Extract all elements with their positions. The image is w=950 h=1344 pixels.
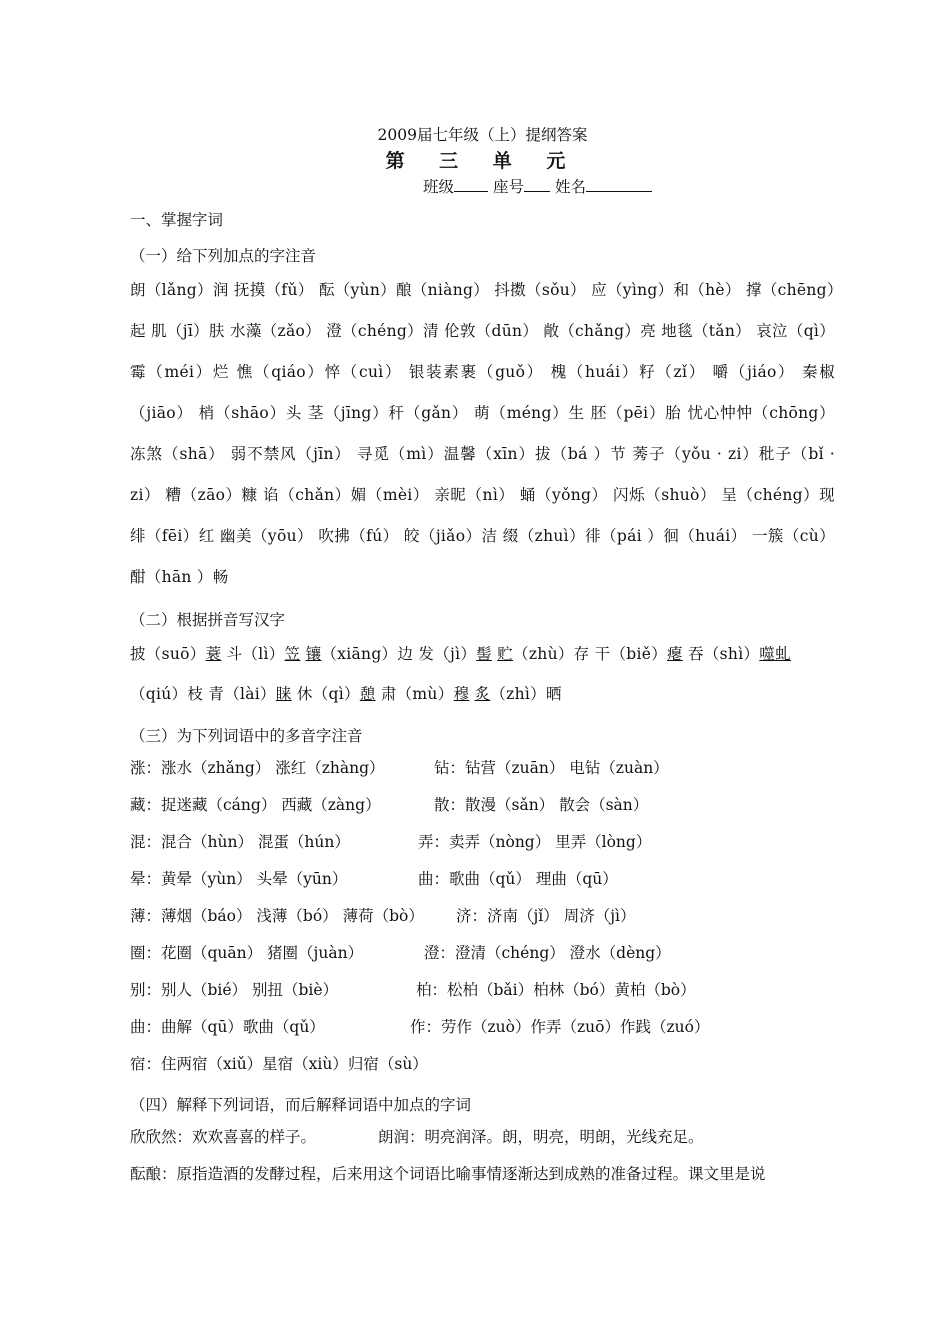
- answer-char: 憩: [359, 685, 376, 703]
- pinyin-text: （zhì）晒: [490, 685, 562, 703]
- class-blank[interactable]: [454, 177, 488, 192]
- write-characters-paragraph: [130, 634, 835, 714]
- definition-row: [130, 1119, 835, 1156]
- polyphone-left: 涨：涨水（zhǎng） 涨红（zhàng）: [130, 759, 385, 777]
- answer-char: 瘪: [667, 645, 683, 663]
- pinyin-text: （qiú）枝 青（lài）: [130, 685, 276, 703]
- polyphone-table: [130, 750, 835, 1083]
- subsection-heading-1: （一）给下列加点的字注音: [130, 247, 317, 265]
- polyphone-row: [130, 824, 835, 861]
- polyphone-row: [130, 750, 835, 787]
- pinyin-text: 斗（lì）: [221, 645, 285, 663]
- polyphone-left: 晕：黄晕（yùn） 头晕（yūn）: [130, 870, 348, 888]
- seat-label: 座号: [492, 178, 524, 196]
- polyphone-right: 柏：松柏（bǎi）柏林（bó）黄柏（bò）: [416, 981, 696, 999]
- subsection-heading-4: （四）解释下列词语，而后解释词语中加点的字词: [130, 1096, 472, 1114]
- document-title: 2009届七年级（上）提纲答案: [377, 126, 588, 144]
- pinyin-text: 肃（mù）: [375, 685, 454, 703]
- definition-yunniang: 酝酿：原指造酒的发酵过程，后来用这个词语比喻事情逐渐达到成熟的准备过程。课文里是说: [130, 1165, 766, 1183]
- definition-xinxinran: 欣欣然：欢欢喜喜的样子。: [130, 1128, 317, 1146]
- answer-char: 镶: [305, 645, 322, 663]
- answer-char: 睐: [275, 685, 292, 703]
- polyphone-right: 澄：澄清（chéng） 澄水（dèng）: [424, 944, 671, 962]
- pinyin-text: 吞（shì）: [682, 645, 760, 663]
- polyphone-right: 作：劳作（zuò）作弄（zuō）作践（zuó）: [410, 1018, 710, 1036]
- answer-char: 穆: [453, 685, 470, 703]
- subsection-heading-3: （三）为下列词语中的多音字注音: [130, 727, 363, 745]
- polyphone-left: 别：别人（bié） 别扭（biè）: [130, 981, 339, 999]
- answer-char: 笠: [284, 645, 301, 663]
- pinyin-annotation-paragraph: 朗（lǎng）润 抚摸（fǔ） 酝（yùn）酿（niàng） 抖擞（sǒu） 应（yìng）和（hè） 撑（chēng）起 肌（jī）肤 水藻（zǎo） 澄（chéng）清 伦敦（dūn） 敞（chǎng）亮 地毯（tǎn） 哀泣（qì） 霉（méi）烂 憔（qiáo）悴（cuì） 银装素裹（guǒ） 槐（huái）籽（zǐ） 嚼（jiáo） 秦椒（jiāo） 梢（shāo）头 茎（jīng）秆（gǎn） 萌（méng）生 胚（pēi）胎 忧心忡忡（chōng） 冻煞（shā） 弱不禁风（jīn） 寻觅（mì）温馨（xīn）拔（bá ）节 莠子（yǒu · zi）秕子（bǐ · zi） 糟（zāo）糠 谄（chǎn）媚（mèi） 亲昵（nì） 蛹（yǒng） 闪烁（shuò） 呈（chéng）现 绯（fēi）红 幽美（yōu） 吹拂（fú） 皎（jiǎo）洁 缀（zhuì）徘（pái ）徊（huái） 一簇（cù） 酣（hān ）畅: [130, 281, 835, 586]
- document-page: [130, 122, 835, 1193]
- name-blank[interactable]: [586, 177, 652, 192]
- polyphone-row: [130, 1046, 835, 1083]
- polyphone-left: 曲：曲解（qū）歌曲（qǔ）: [130, 1018, 325, 1036]
- polyphone-right: 曲：歌曲（qǔ） 理曲（qū）: [418, 870, 618, 888]
- answer-char: 炙: [474, 685, 491, 703]
- pinyin-text: 休（qì）: [291, 685, 360, 703]
- polyphone-row: [130, 1009, 835, 1046]
- section-heading-1: 一、掌握字词: [130, 211, 224, 229]
- polyphone-row: [130, 861, 835, 898]
- polyphone-row: [130, 787, 835, 824]
- polyphone-left: 圈：花圈（quān） 猪圈（juàn）: [130, 944, 364, 962]
- polyphone-row: [130, 898, 835, 935]
- polyphone-left: 薄：薄烟（báo） 浅薄（bó） 薄荷（bò）: [130, 907, 424, 925]
- polyphone-left: 混：混合（hùn） 混蛋（hún）: [130, 833, 350, 851]
- subsection-heading-2: （二）根据拼音写汉字: [130, 611, 286, 629]
- class-label: 班级: [423, 178, 455, 196]
- polyphone-left: 藏：捉迷藏（cáng） 西藏（zàng）: [130, 796, 381, 814]
- seat-blank[interactable]: [524, 177, 550, 192]
- polyphone-right: 弄：卖弄（nòng） 里弄（lòng）: [418, 833, 652, 851]
- pinyin-text: （zhù）存 干（biě）: [513, 645, 668, 663]
- answer-char: 噬: [759, 645, 776, 663]
- answer-char: 髻: [476, 645, 492, 663]
- polyphone-right: 钻：钻营（zuān） 电钻（zuàn）: [434, 759, 669, 777]
- unit-heading: 第 三 单 元: [385, 150, 580, 172]
- polyphone-left: 宿：住两宿（xiǔ）星宿（xiù）归宿（sù）: [130, 1055, 428, 1073]
- pinyin-text: 披（suō）: [130, 645, 206, 663]
- answer-char: 蓑: [205, 645, 222, 663]
- definition-langrun: 朗润：明亮润泽。朗，明亮，明朗，光线充足。: [378, 1128, 704, 1146]
- answer-char: 贮: [497, 645, 514, 663]
- answer-char: 虬: [775, 645, 791, 663]
- name-label: 姓名: [554, 178, 586, 196]
- polyphone-row: [130, 935, 835, 972]
- pinyin-text: （xiāng）边 发（jì）: [321, 645, 477, 663]
- polyphone-right: 散：散漫（sǎn） 散会（sàn）: [434, 796, 649, 814]
- student-info-line: [130, 174, 835, 200]
- polyphone-row: [130, 972, 835, 1009]
- polyphone-right: 济：济南（jǐ） 周济（jì）: [456, 907, 636, 925]
